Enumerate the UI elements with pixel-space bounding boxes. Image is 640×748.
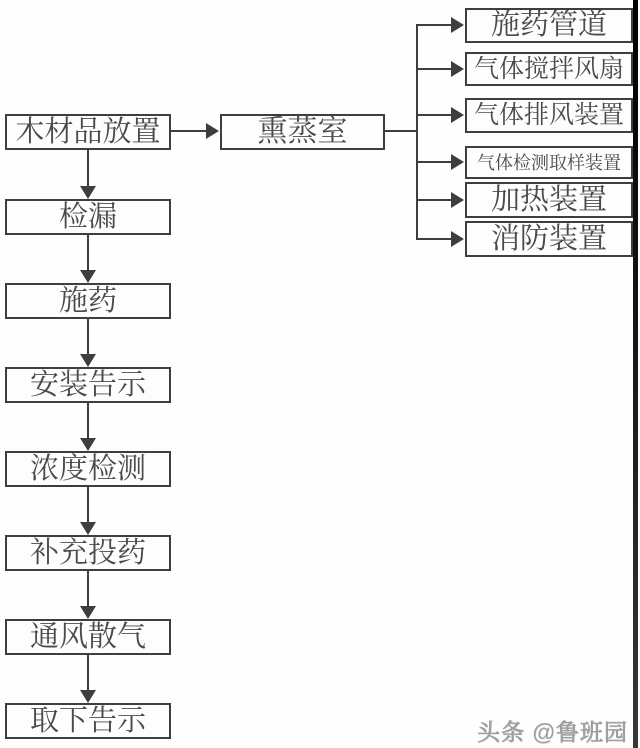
arrow-down-icon-1: [80, 186, 96, 199]
connector-line-to-chamber: [171, 130, 206, 132]
node-concentration-check: 浓度检测: [5, 451, 171, 487]
node-ventilation: 通风散气: [5, 619, 171, 655]
node-remove-notice: 取下告示: [5, 703, 171, 739]
arrow-down-icon-5: [80, 522, 96, 535]
connector-line-down-5: [87, 487, 89, 522]
arrow-right-icon-5: [451, 192, 464, 208]
arrow-right-icon-2: [451, 61, 464, 77]
connector-line-chamber-out: [385, 130, 418, 132]
arrow-right-icon-6: [451, 231, 464, 247]
connector-line-down-7: [87, 655, 89, 690]
arrow-right-icon-1: [451, 17, 464, 33]
scan-edge-artifact: [633, 0, 638, 748]
node-wood-placement: 木材品放置: [5, 114, 171, 150]
connector-line-down-3: [87, 319, 89, 354]
arrow-down-icon-7: [80, 690, 96, 703]
node-gas-stir-fan: 气体搅拌风扇: [465, 52, 633, 86]
branch-line-3: [418, 114, 451, 116]
arrow-right-icon-4: [451, 154, 464, 170]
connector-line-down-2: [87, 235, 89, 270]
branch-line-4: [418, 161, 451, 163]
connector-line-down-6: [87, 571, 89, 606]
node-install-notice: 安装告示: [5, 367, 171, 403]
connector-line-down-1: [87, 150, 89, 186]
arrow-right-icon-3: [451, 107, 464, 123]
node-fumigation-chamber: 熏蒸室: [220, 114, 385, 150]
node-heating-device: 加热装置: [465, 182, 633, 218]
arrow-down-icon-3: [80, 354, 96, 367]
arrow-down-icon-2: [80, 270, 96, 283]
node-gas-sampling-device: 气体检测取样装置: [465, 146, 633, 179]
node-supplement-dose: 补充投药: [5, 535, 171, 571]
node-gas-exhaust-device: 气体排风装置: [465, 98, 633, 133]
connector-line-down-4: [87, 403, 89, 438]
arrow-down-icon-4: [80, 438, 96, 451]
branch-line-5: [418, 199, 451, 201]
connector-trunk-line: [416, 24, 418, 240]
watermark-text: 头条 @鲁班园: [477, 719, 628, 745]
arrow-down-icon-6: [80, 606, 96, 619]
arrow-right-icon-chamber: [206, 123, 219, 139]
node-apply-chemical: 施药: [5, 283, 171, 319]
node-fire-protection-device: 消防装置: [465, 221, 633, 257]
branch-line-6: [418, 238, 451, 240]
node-chemical-pipe: 施药管道: [465, 8, 633, 43]
node-leak-check: 检漏: [5, 199, 171, 235]
branch-line-1: [418, 24, 451, 26]
branch-line-2: [418, 68, 451, 70]
